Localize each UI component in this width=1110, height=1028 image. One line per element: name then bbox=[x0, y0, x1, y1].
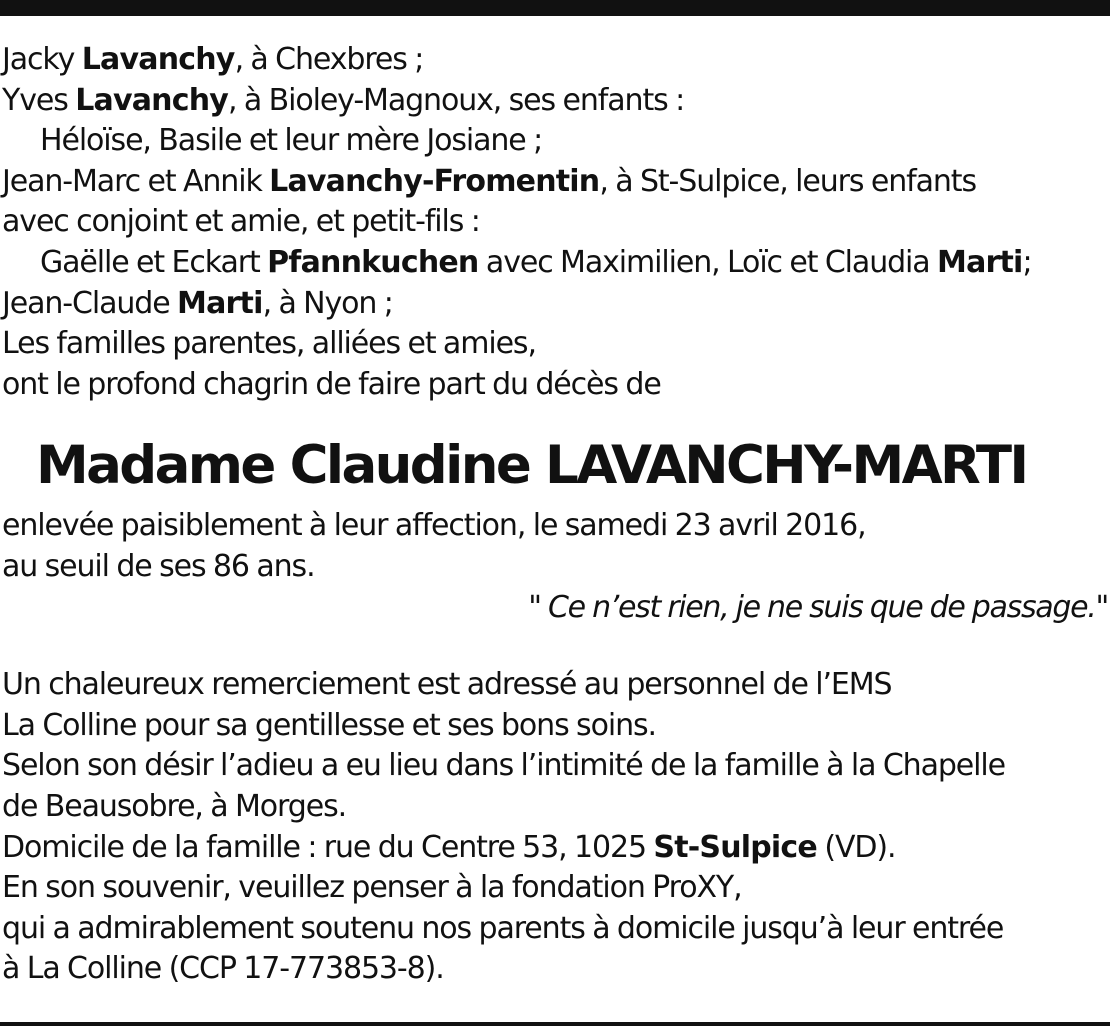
death-line: au seuil de ses 86 ans. bbox=[2, 548, 315, 584]
surname: Marti bbox=[937, 244, 1023, 280]
text: ont le profond chagrin de faire part du décès de bbox=[2, 366, 661, 402]
surname: Lavanchy bbox=[75, 82, 229, 118]
family-line bbox=[2, 202, 1108, 243]
text: , à St-Sulpice, leurs enfants bbox=[599, 163, 977, 199]
family-line bbox=[2, 162, 1108, 203]
closing-line: En son souvenir, veuillez penser à la fondation ProXY, bbox=[2, 870, 742, 906]
text: , à Nyon ; bbox=[262, 285, 393, 321]
surname: Lavanchy bbox=[81, 42, 235, 77]
death-line: enlevée paisiblement à leur affection, le samedi 23 avril 2016, bbox=[2, 508, 866, 544]
family-line bbox=[2, 81, 1108, 122]
text: (VD). bbox=[816, 829, 896, 865]
text: Jean-Marc et Annik bbox=[2, 163, 270, 199]
text: ; bbox=[1022, 244, 1032, 280]
closing-line: de Beausobre, à Morges. bbox=[2, 788, 347, 824]
family-line bbox=[2, 365, 1108, 406]
spacer bbox=[2, 628, 1108, 665]
family-line bbox=[2, 121, 1108, 162]
closing-line: Un chaleureux remerciement est adressé au personnel de l’EMS bbox=[2, 667, 892, 703]
text: Yves bbox=[2, 82, 76, 118]
text: Jacky bbox=[2, 42, 82, 77]
text: , à Bioley-Magnoux, ses enfants : bbox=[228, 82, 685, 118]
top-rule bbox=[0, 0, 1110, 16]
closing-line: Selon son désir l’adieu a eu lieu dans l’intimité de la famille à la Chapelle bbox=[2, 748, 1005, 784]
surname: Pfannkuchen bbox=[267, 244, 479, 280]
text: Héloïse, Basile et leur mère Josiane ; bbox=[40, 123, 543, 159]
place-name: St-Sulpice bbox=[653, 829, 817, 865]
text: Domicile de la famille : rue du Centre 53, 1025 bbox=[2, 829, 654, 865]
text: Gaëlle et Eckart bbox=[40, 244, 268, 280]
text: Les familles parentes, alliées et amies, bbox=[2, 326, 536, 362]
closing-line: à La Colline (CCP 17-773853-8). bbox=[2, 951, 444, 987]
surname: Lavanchy-Fromentin bbox=[269, 163, 600, 199]
family-line bbox=[2, 324, 1108, 365]
closing-line bbox=[2, 828, 1108, 869]
family-line bbox=[2, 40, 1108, 81]
quote: " Ce n’est rien, je ne suis que de passage." bbox=[528, 589, 1108, 625]
text: , à Chexbres ; bbox=[234, 42, 424, 77]
death-notice bbox=[2, 40, 1108, 990]
text: avec conjoint et amie, et petit-fils : bbox=[2, 204, 480, 240]
bottom-rule bbox=[0, 1022, 1110, 1026]
closing-line: qui a admirablement soutenu nos parents à domicile jusqu’à leur entrée bbox=[2, 910, 1004, 946]
deceased-name: Madame Claudine LAVANCHY-MARTI bbox=[36, 435, 1027, 497]
surname: Marti bbox=[177, 285, 263, 321]
family-line bbox=[2, 243, 1108, 284]
family-line bbox=[2, 284, 1108, 325]
closing-line: La Colline pour sa gentillesse et ses bons soins. bbox=[2, 707, 656, 743]
text: Jean-Claude bbox=[2, 285, 178, 321]
text: avec Maximilien, Loïc et Claudia bbox=[478, 244, 938, 280]
